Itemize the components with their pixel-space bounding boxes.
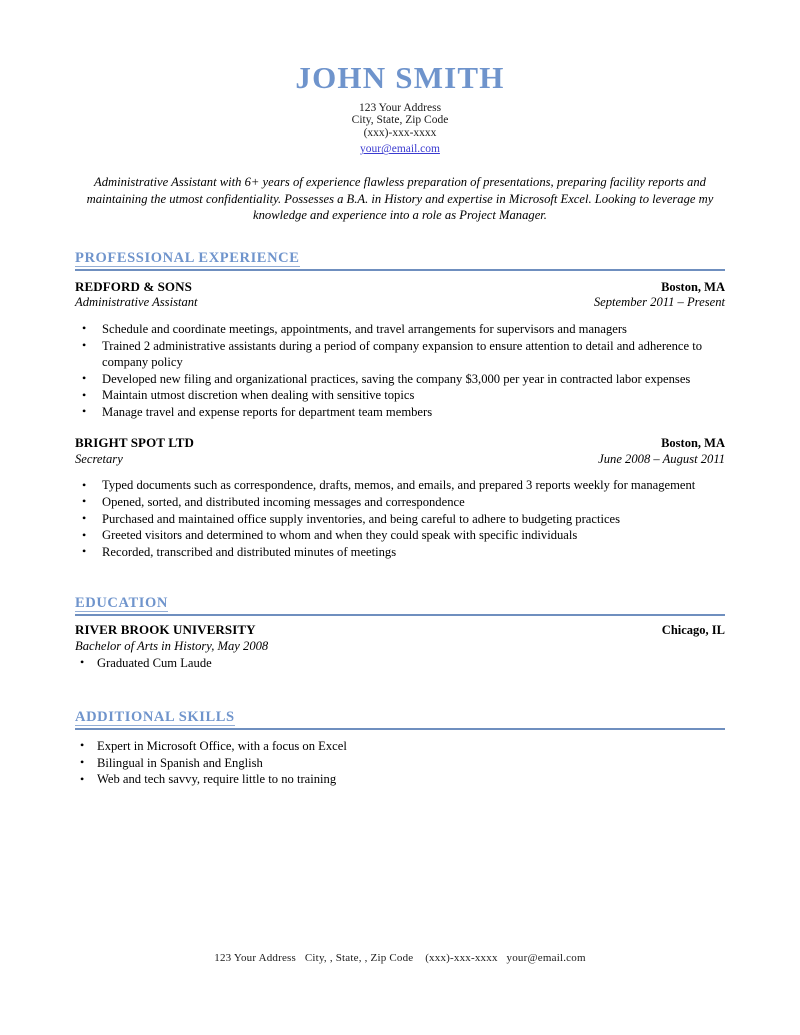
experience-bullet-list — [75, 477, 725, 560]
list-item: • Recorded, transcribed and distributed minutes of meetings — [75, 544, 725, 560]
section-additional-skills — [75, 708, 725, 788]
section-heading-education: EDUCATION — [75, 595, 168, 612]
section-heading-skills: ADDITIONAL SKILLS — [75, 708, 235, 725]
list-item: • Purchased and maintained office supply inventories, and being careful to adhere to budgeting practices — [75, 511, 725, 527]
experience-entry-org-row — [75, 435, 725, 452]
contact-city-state-zip: City, State, Zip Code — [351, 114, 449, 127]
contact-email-link[interactable]: your@email.com — [360, 143, 440, 156]
experience-bullet-list — [75, 321, 725, 420]
footer-gap-3 — [498, 952, 507, 964]
experience-entry-org-row — [75, 279, 725, 296]
education-entry-school-row — [75, 622, 725, 639]
section-education — [75, 594, 725, 671]
employer-location: Boston, MA — [661, 279, 725, 294]
list-item: • Graduated Cum Laude — [75, 655, 725, 671]
footer-address: 123 Your Address — [214, 952, 297, 964]
school-location: Chicago, IL — [661, 623, 725, 638]
education-entry — [75, 622, 725, 671]
employer-name: BRIGHT SPOT LTD — [75, 435, 195, 451]
contact-block — [75, 102, 725, 158]
employment-dates: September 2011 – Present — [593, 295, 725, 310]
school-name: RIVER BROOK UNIVERSITY — [75, 622, 256, 638]
resume-header — [75, 0, 725, 157]
list-item: • Bilingual in Spanish and English — [75, 755, 725, 771]
list-item: • Developed new filing and organizational practices, saving the company $3,000 per year in contracted labor expenses — [75, 371, 725, 387]
footer-city-state-zip: City, , State, , Zip Code — [304, 952, 414, 964]
job-title: Administrative Assistant — [75, 295, 198, 310]
section-divider — [75, 728, 725, 730]
list-item: • Greeted visitors and determined to whom and when they could speak with specific individuals — [75, 527, 725, 543]
experience-entry — [75, 279, 725, 420]
list-item: • Typed documents such as correspondence, drafts, memos, and emails, and prepared 3 reports weekly for management — [75, 477, 725, 493]
footer-gap-2 — [413, 952, 425, 964]
experience-entry-title-row — [75, 295, 725, 311]
list-item: • Trained 2 administrative assistants during a period of company expansion to ensure attention to detail and adherence to company policy — [75, 338, 725, 370]
list-item: • Opened, sorted, and distributed incoming messages and correspondence — [75, 494, 725, 510]
skills-bullet-list — [75, 738, 725, 788]
list-item: • Schedule and coordinate meetings, appointments, and travel arrangements for supervisors and managers — [75, 321, 725, 337]
footer-email: your@email.com — [506, 952, 586, 964]
footer-gap-1 — [296, 952, 305, 964]
list-item: • Manage travel and expense reports for department team members — [75, 404, 725, 420]
professional-summary: Administrative Assistant with 6+ years of experience flawless preparation of presentations, preparing facility reports and maintaining the utmost confidentiality. Possesses a B.A. in History and expertise in Microsoft Excel. Looking to leverage my knowledge and experience into a role as Project Manager. — [86, 175, 714, 222]
employment-dates: June 2008 – August 2011 — [598, 451, 725, 466]
employer-name: REDFORD & SONS — [75, 278, 192, 294]
section-heading-experience: PROFESSIONAL EXPERIENCE — [75, 249, 300, 266]
list-item: • Web and tech savvy, require little to no training — [75, 771, 725, 787]
section-divider — [75, 269, 725, 271]
education-bullet-list — [75, 655, 725, 671]
page-footer — [0, 952, 800, 964]
contact-phone: (xxx)-xxx-xxxx — [363, 126, 437, 139]
job-title: Secretary — [75, 451, 123, 466]
section-divider — [75, 614, 725, 616]
experience-entry — [75, 435, 725, 560]
contact-address: 123 Your Address — [358, 101, 442, 114]
footer-phone: (xxx)-xxx-xxxx — [425, 952, 498, 964]
employer-location: Boston, MA — [661, 436, 725, 451]
list-item: • Expert in Microsoft Office, with a focus on Excel — [75, 738, 725, 754]
candidate-name: JOHN SMITH — [295, 60, 505, 95]
section-professional-experience — [75, 249, 725, 560]
degree-line: Bachelor of Arts in History, May 2008 — [75, 638, 269, 653]
experience-entry-title-row — [75, 452, 725, 468]
list-item: • Maintain utmost discretion when dealing with sensitive topics — [75, 387, 725, 403]
